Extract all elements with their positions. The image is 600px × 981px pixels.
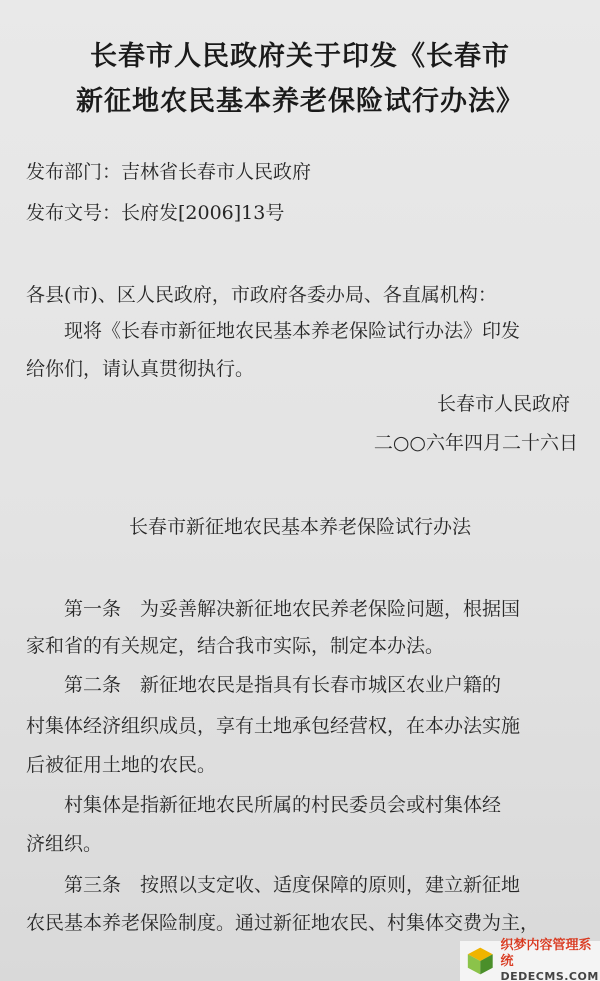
notice-line-1: 现将《长春市新征地农民基本养老保险试行办法》印发 bbox=[64, 320, 521, 342]
body-paragraph-line: 村集体经济组织成员，享有土地承包经营权，在本办法实施 bbox=[26, 715, 521, 737]
notice-line-2: 给你们，请认真贯彻执行。 bbox=[26, 358, 255, 380]
body-paragraph-line: 村集体是指新征地农民所属的村民委员会或村集体经 bbox=[64, 794, 502, 816]
issue-date: 二○○六年四月二十六日 bbox=[373, 432, 578, 454]
body-paragraph-line: 家和省的有关规定，结合我市实际，制定本办法。 bbox=[26, 635, 445, 657]
body-paragraph-line: 济组织。 bbox=[26, 833, 103, 855]
body-paragraph-line: 第二条 新征地农民是指具有长春市城区农业户籍的 bbox=[64, 674, 502, 696]
watermark-main-text: 织梦内容管理系统 bbox=[500, 938, 592, 969]
doc-number-line: 发布文号：长府发[2006]13号 bbox=[26, 202, 285, 224]
salutation-line: 各县(市)、区人民政府，市政府各委办局、各直属机构： bbox=[26, 284, 497, 306]
body-paragraph-line: 第一条 为妥善解决新征地农民养老保险问题，根据国 bbox=[64, 598, 521, 620]
document-title-line-1: 长春市人民政府关于印发《长春市 bbox=[90, 41, 510, 72]
body-paragraph-line: 第三条 按照以支定收、适度保障的原则，建立新征地 bbox=[64, 874, 521, 896]
body-paragraph-line: 后被征用土地的农民。 bbox=[26, 754, 217, 776]
regulation-subtitle: 长春市新征地农民基本养老保险试行办法 bbox=[128, 516, 471, 538]
signatory: 长春市人民政府 bbox=[436, 393, 570, 415]
document-title-line-2: 新征地农民基本养老保险试行办法》 bbox=[76, 86, 524, 117]
site-watermark bbox=[460, 938, 600, 981]
issuer-line: 发布部门：吉林省长春市人民政府 bbox=[26, 161, 312, 183]
dedecms-logo-icon bbox=[464, 944, 497, 978]
watermark-sub-text: DEDECMS.COM bbox=[500, 970, 599, 981]
body-paragraph-line: 农民基本养老保险制度。通过新征地农民、村集体交费为主， bbox=[26, 912, 540, 934]
